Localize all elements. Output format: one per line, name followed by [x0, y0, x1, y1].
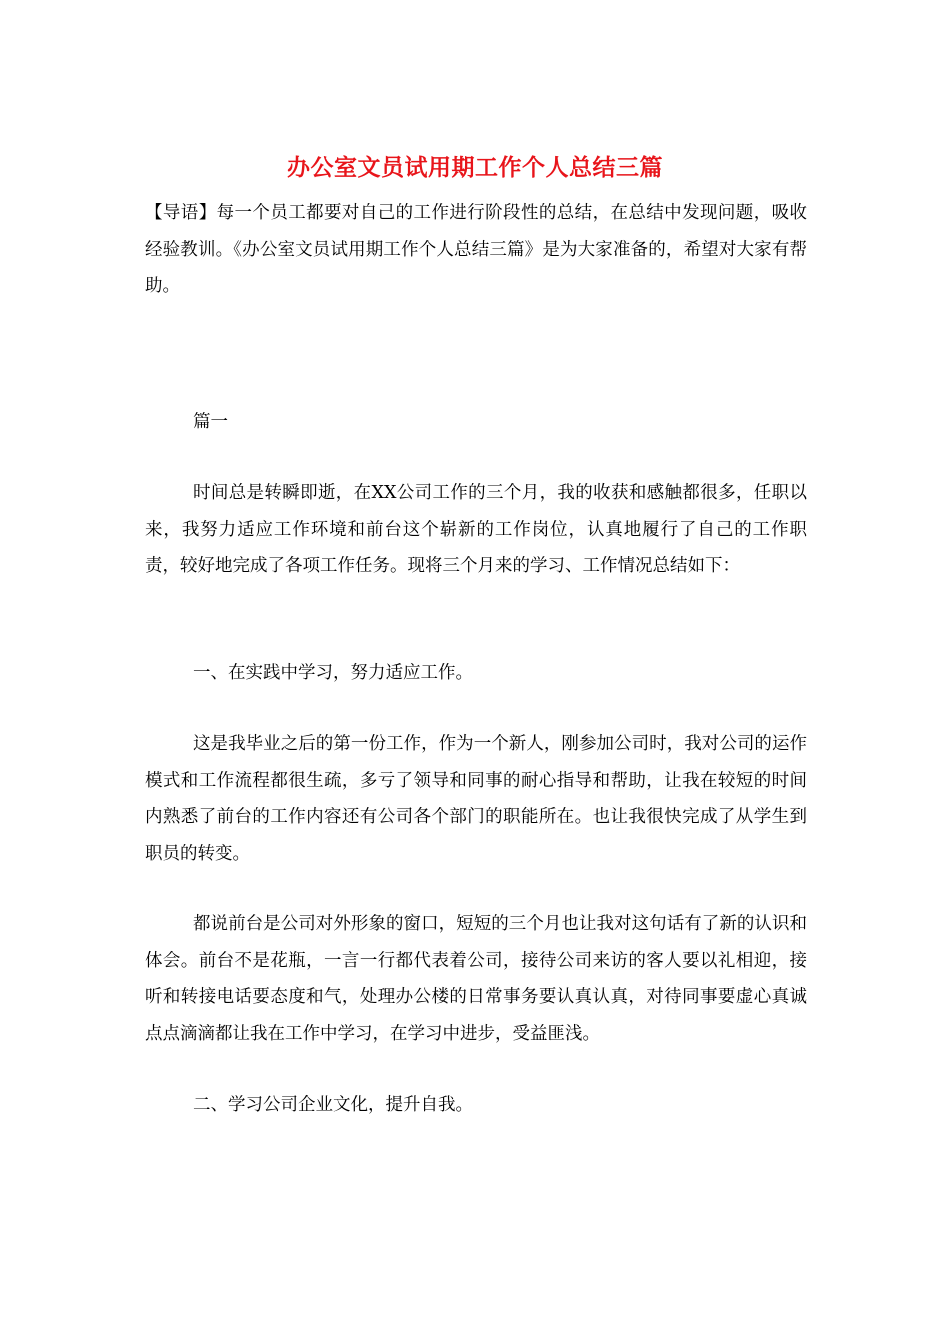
body-paragraph-2: 这是我毕业之后的第一份工作，作为一个新人，刚参加公司时，我对公司的运作模式和工作流程都很生疏，多亏了领导和同事的耐心指导和帮助，让我在较短的时间内熟悉了前台的工作内容还有公司各个部门的职能所在。也让我很快完成了从学生到职员的转变。 [145, 734, 807, 864]
heading-1: 一、在实践中学习，努力适应工作。 [193, 663, 473, 683]
body-paragraph-1: 时间总是转瞬即逝，在XX公司工作的三个月，我的收获和感触都很多，任职以来，我努力适应工作环境和前台这个崭新的工作岗位，认真地履行了自己的工作职责，较好地完成了各项工作任务。现将三个月来的学习、工作情况总结如下： [145, 483, 807, 576]
section-label: 篇一 [193, 412, 228, 432]
body-paragraph-3: 都说前台是公司对外形象的窗口，短短的三个月也让我对这句话有了新的认识和体会。前台不是花瓶，一言一行都代表着公司，接待公司来访的客人要以礼相迎，接听和转接电话要态度和气，处理办公楼的日常事务要认真认真，对待同事要虚心真诚点点滴滴都让我在工作中学习，在学习中进步，受益匪浅。 [145, 914, 807, 1044]
document-title: 办公室文员试用期工作个人总结三篇 [287, 154, 663, 181]
intro-paragraph: 【导语】每一个员工都要对自己的工作进行阶段性的总结，在总结中发现问题，吸收经验教训。《办公室文员试用期工作个人总结三篇》是为大家准备的，希望对大家有帮助。 [145, 203, 807, 296]
heading-2: 二、学习公司企业文化，提升自我。 [193, 1095, 473, 1115]
